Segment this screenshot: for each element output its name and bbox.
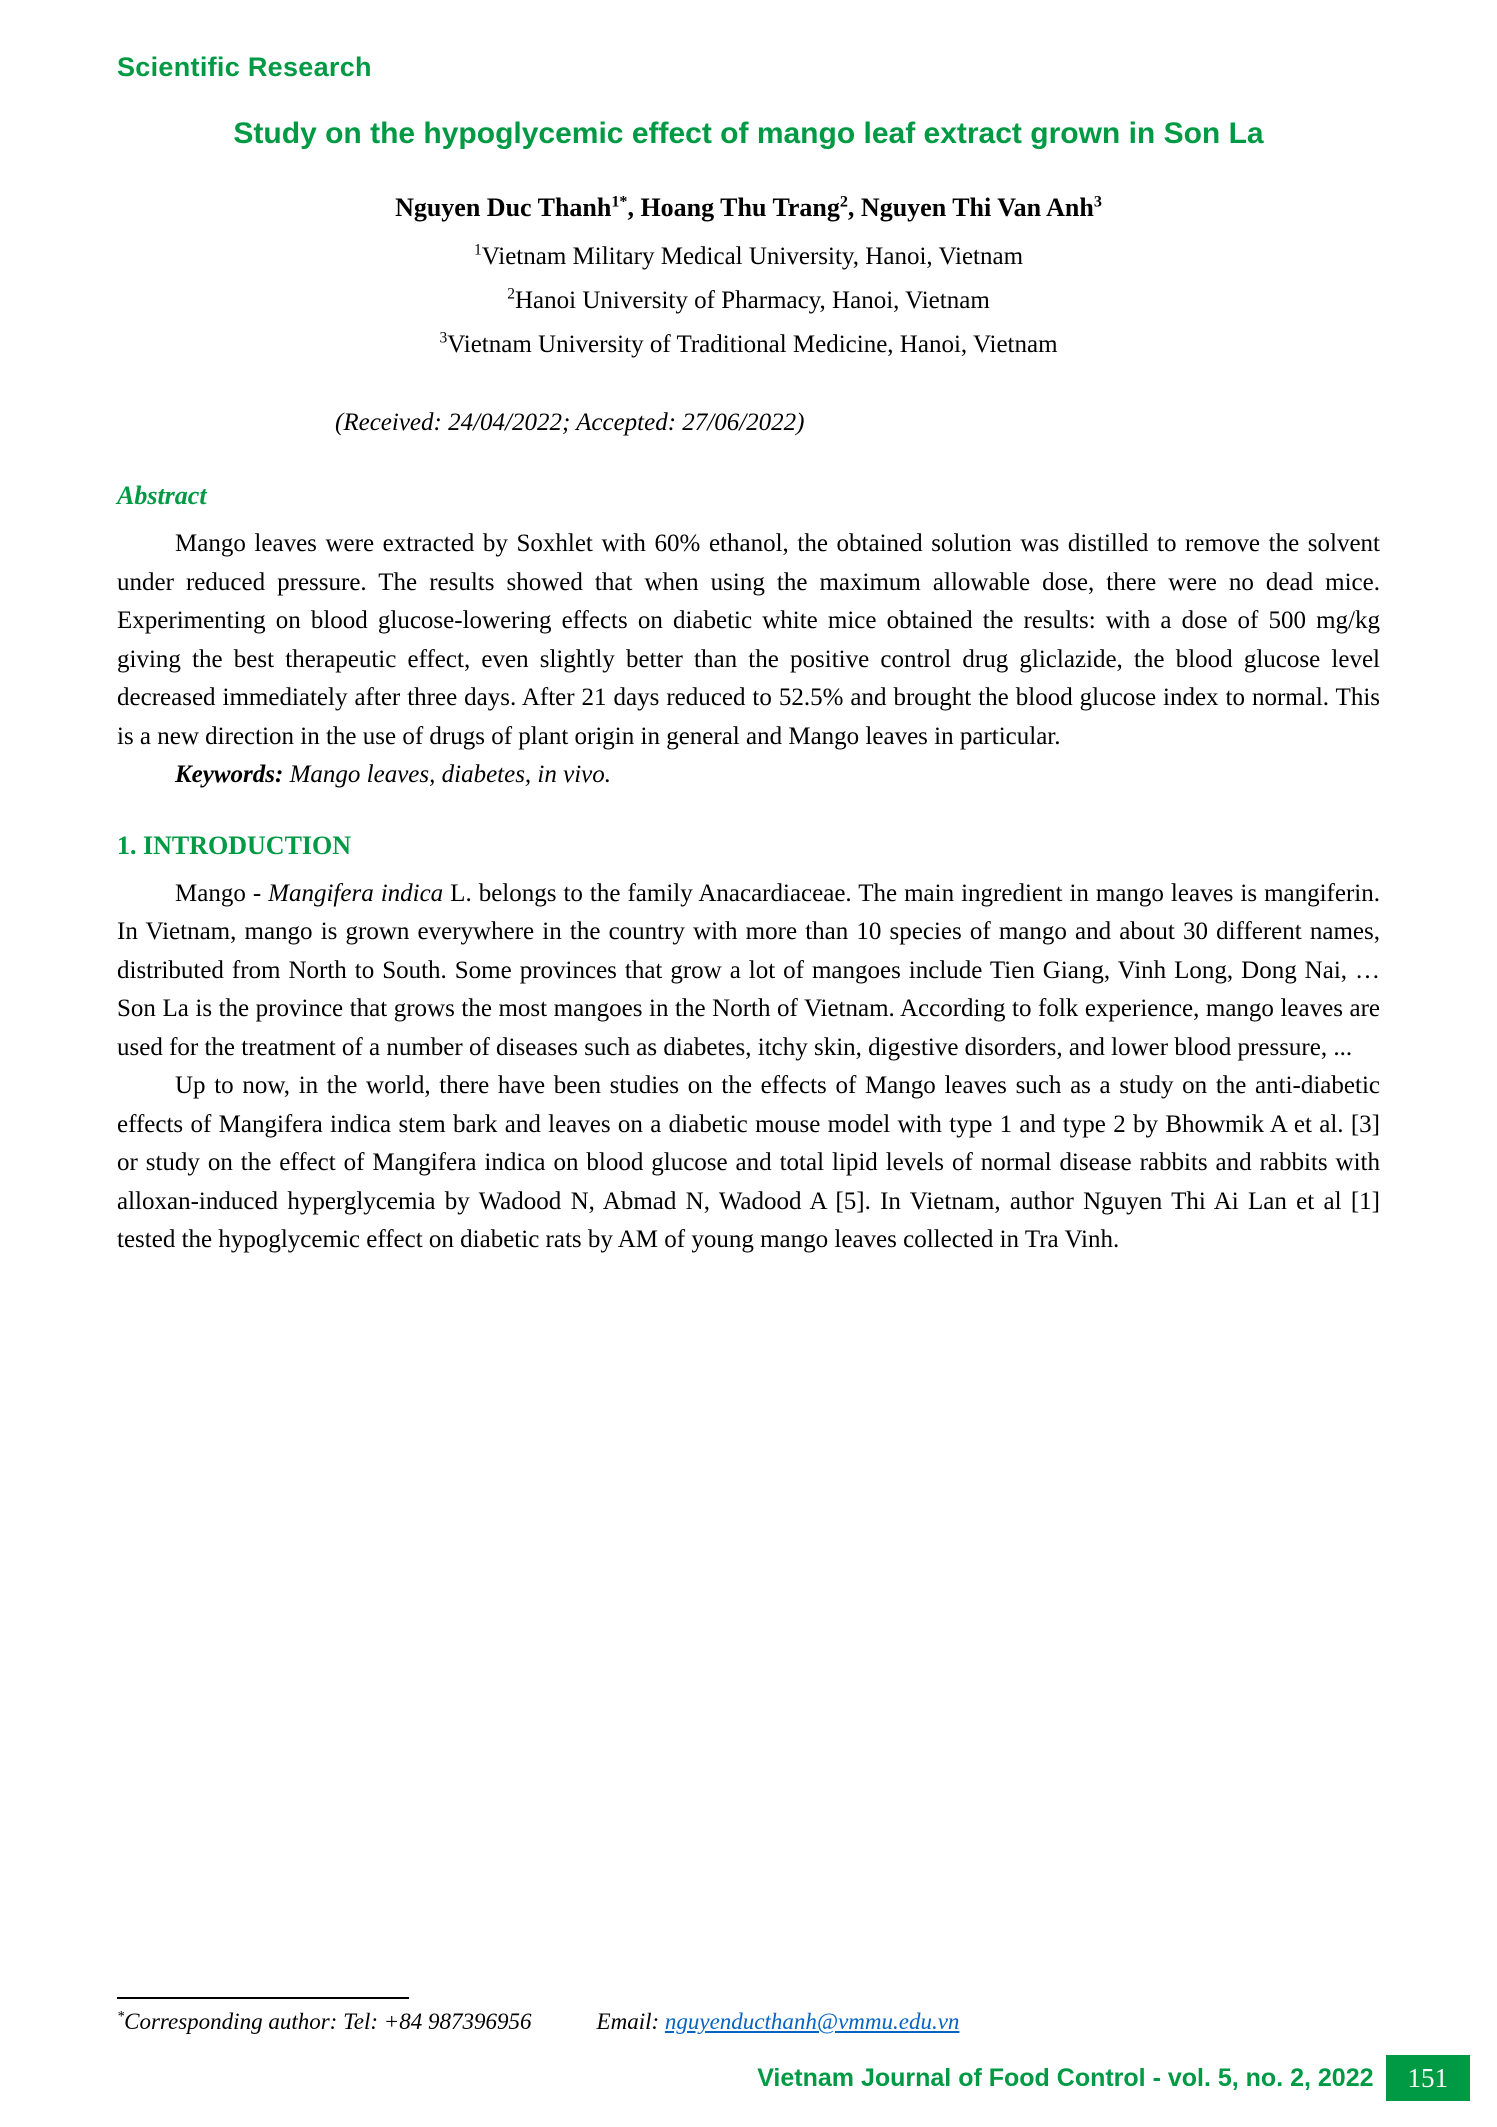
author-name: Nguyen Thi Van Anh: [860, 193, 1094, 222]
authors-line: [117, 193, 1380, 223]
journal-name: Vietnam Journal of Food Control - vol. 5, no. 2, 2022: [757, 2063, 1374, 2092]
email-label: Email:: [596, 2009, 665, 2034]
paper-title: Study on the hypoglycemic effect of mango leaf extract grown in Son La: [233, 117, 1264, 150]
affiliation-line: [117, 279, 1380, 323]
keywords-label: Keywords:: [175, 761, 284, 788]
affiliation-line: [117, 235, 1380, 279]
author-superscript: 3: [1093, 193, 1102, 211]
keywords-line: [117, 756, 1380, 795]
author-name: Hoang Thu Trang: [640, 193, 840, 222]
section-label: Scientific Research: [117, 52, 372, 82]
affiliation-text: Vietnam University of Traditional Medicine, Hanoi, Vietnam: [447, 331, 1058, 358]
affiliation-superscript: 3: [439, 329, 448, 347]
footnote-line: [117, 2009, 1380, 2035]
author-separator: ,: [627, 193, 641, 222]
email-block: [597, 2009, 960, 2034]
email-link[interactable]: nguyenducthanh@vmmu.edu.vn: [664, 2009, 960, 2034]
affiliation-superscript: 1: [473, 241, 482, 259]
author-superscript: 2: [839, 193, 848, 211]
intro-p1-text: Mango -: [175, 879, 269, 907]
introduction-paragraph-1: [117, 875, 1380, 1068]
intro-p1-text: L. belongs to the family Anacardiaceae. The main ingredient in mango leaves is mangiferin. In Vietnam, mango is grown everywhere in the country with more than 10 species of mango and about 30 different names, distributed from North to South. Some provinces that grow a lot of mangoes include Tien Giang, Vinh Long, Dong Nai, … Son La is the province that grows the most mangoes in the North of Vietnam. According to folk experience, mango leaves are used for the treatment of a number of diseases such as diabetes, itchy skin, digestive disorders, and lower blood pressure, ...: [117, 879, 1380, 1061]
footnote-divider: [117, 1997, 409, 1999]
species-name-italic: Mangifera indica: [268, 879, 444, 907]
author-separator: ,: [847, 193, 861, 222]
page-footer: [117, 2055, 1470, 2101]
keywords-text: Mango leaves, diabetes, in vivo.: [283, 761, 612, 788]
affiliation-superscript: 2: [507, 285, 515, 303]
author-name: Nguyen Duc Thanh: [395, 193, 612, 222]
whitespace-spacer: [117, 1260, 1380, 1998]
abstract-heading: Abstract: [117, 481, 207, 510]
footnote-marker: *: [117, 2008, 125, 2025]
author-superscript: 1*: [611, 193, 628, 211]
introduction-heading: 1. INTRODUCTION: [117, 830, 352, 860]
page-number-badge: 151: [1386, 2055, 1471, 2101]
received-accepted-dates: (Received: 24/04/2022; Accepted: 27/06/2022): [335, 409, 805, 436]
affiliation-line: [117, 323, 1380, 367]
affiliation-text: Hanoi University of Pharmacy, Hanoi, Vietnam: [514, 287, 990, 314]
affiliation-text: Vietnam Military Medical University, Hanoi, Vietnam: [481, 243, 1024, 270]
corresponding-author-text: Corresponding author: Tel: +84 987396956: [124, 2009, 532, 2034]
abstract-body: Mango leaves were extracted by Soxhlet with 60% ethanol, the obtained solution was distilled to remove the solvent under reduced pressure. The results showed that when using the maximum allowable dose, there were no dead mice. Experimenting on blood glucose-lowering effects on diabetic white mice obtained the results: with a dose of 500 mg/kg giving the best therapeutic effect, even slightly better than the positive control drug gliclazide, the blood glucose level decreased immediately after three days. After 21 days reduced to 52.5% and brought the blood glucose index to normal. This is a new direction in the use of drugs of plant origin in general and Mango leaves in particular.: [117, 530, 1380, 750]
introduction-paragraph-2: Up to now, in the world, there have been studies on the effects of Mango leaves such as a study on the anti-diabetic effects of Mangifera indica stem bark and leaves on a diabetic mouse model with type 1 and type 2 by Bhowmik A et al. [3] or study on the effect of Mangifera indica on blood glucose and total lipid levels of normal disease rabbits and rabbits with alloxan-induced hyperglycemia by Wadood N, Abmad N, Wadood A [5]. In Vietnam, author Nguyen Thi Ai Lan et al [1] tested the hypoglycemic effect on diabetic rats by AM of young mango leaves collected in Tra Vinh.: [117, 1072, 1380, 1253]
